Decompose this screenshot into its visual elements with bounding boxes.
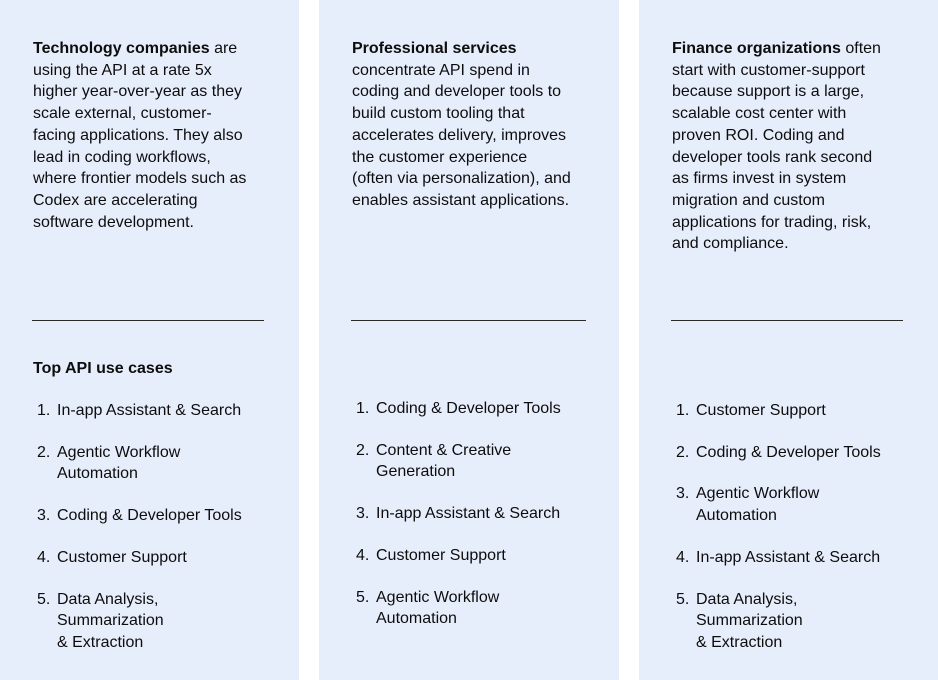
technology-intro-bold: Technology companies xyxy=(33,40,210,57)
finance-divider xyxy=(671,320,903,321)
list-item: 1. In-app Assistant & Search xyxy=(37,402,242,419)
list-item: 3. In-app Assistant & Search xyxy=(356,505,561,523)
list-item: 3. Coding & Developer Tools xyxy=(37,507,242,525)
technology-intro-text: are using the API at a rate 5x higher year-over-year as they scale external, customer- facing applications. They also lead in coding workflows, where frontier models such as Codex are accelerating software development. xyxy=(33,40,247,231)
list-item: 4. Customer Support xyxy=(37,548,187,566)
technology-divider xyxy=(32,320,264,321)
list-item: 4. In-app Assistant & Search xyxy=(676,548,881,566)
finance-intro-bold: Finance organizations xyxy=(672,40,841,57)
finance-column xyxy=(639,0,938,680)
list-item: 5. Data Analysis, Summarization & Extraction xyxy=(676,590,803,651)
professional-services-column xyxy=(319,0,619,680)
list-item: 3. Agentic Workflow Automation xyxy=(676,485,820,525)
list-item: 2. Content & Creative Generation xyxy=(356,441,512,481)
finance-intro-text: often start with customer-support because support is a large, scalable cost center with proven ROI. Coding and developer tools rank second as firms invest in system migration and custom applications for trading, risk, and compliance. xyxy=(672,40,881,253)
technology-use-cases-heading: Top API use cases xyxy=(33,360,173,377)
professional-services-intro xyxy=(352,38,571,212)
finance-use-case-list xyxy=(676,400,881,674)
technology-intro xyxy=(33,38,246,233)
list-item: 2. Agentic Workflow Automation xyxy=(37,443,181,483)
list-item: 4. Customer Support xyxy=(356,546,506,564)
professional-services-intro-bold: Professional services xyxy=(352,40,517,57)
list-item: 1. Coding & Developer Tools xyxy=(356,400,561,417)
finance-intro xyxy=(672,38,881,255)
list-item: 5. Data Analysis, Summarization & Extraction xyxy=(37,590,164,651)
professional-services-use-case-list xyxy=(356,398,561,650)
list-item: 2. Coding & Developer Tools xyxy=(676,443,881,461)
list-item: 5. Agentic Workflow Automation xyxy=(356,588,500,628)
professional-services-divider xyxy=(351,320,586,321)
list-item: 1. Customer Support xyxy=(676,402,826,419)
technology-use-case-list xyxy=(37,400,242,674)
technology-column xyxy=(0,0,299,680)
professional-services-intro-text: concentrate API spend in coding and developer tools to build custom tooling that accelerates delivery, improves the customer experience (often via personalization), and enables assistant applications. xyxy=(352,61,571,209)
